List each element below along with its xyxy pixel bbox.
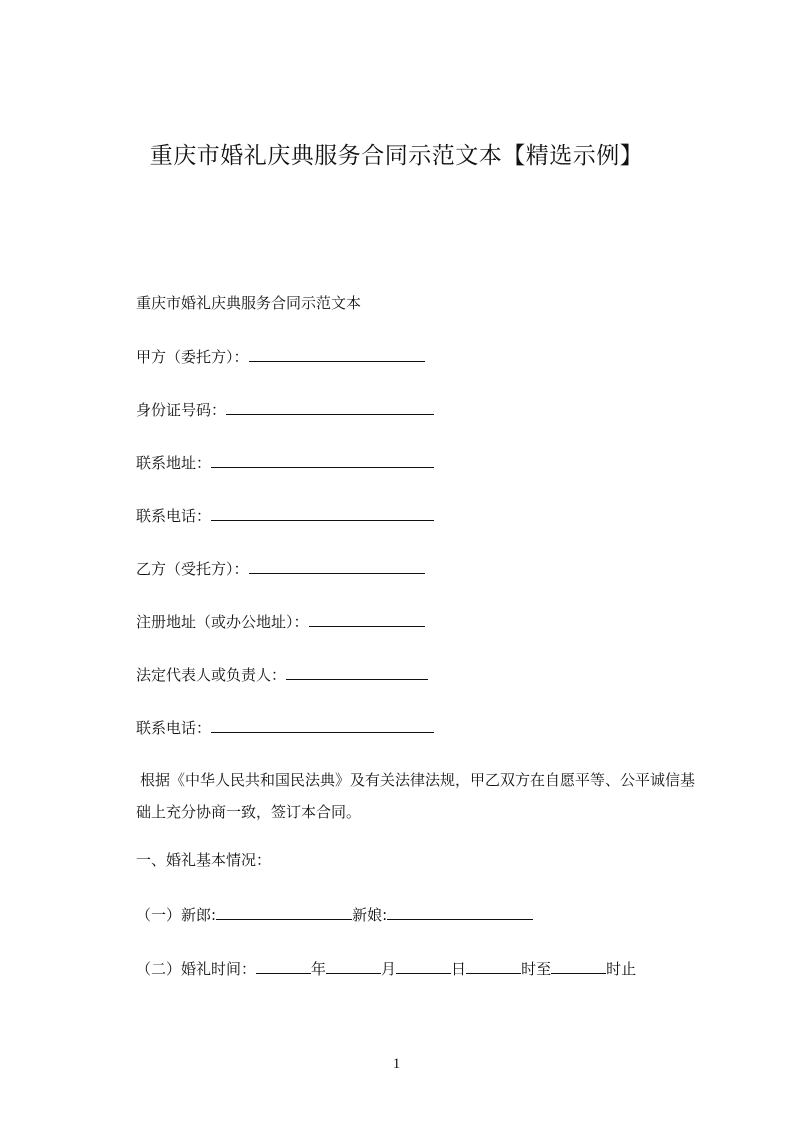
page-number: 1: [392, 1056, 401, 1072]
hour-end-label: 时止: [606, 960, 637, 978]
party-b-row: [136, 558, 425, 579]
id-number-blank[interactable]: [226, 399, 434, 415]
groom-bride-row: [136, 904, 533, 925]
wedding-time-label: （二）婚礼时间：: [136, 960, 257, 978]
address-label: 联系地址：: [136, 454, 212, 472]
legal-rep-row: [136, 664, 428, 685]
hour-end-blank[interactable]: [551, 958, 606, 974]
day-blank[interactable]: [396, 958, 451, 974]
phone-b-label: 联系电话：: [136, 719, 212, 737]
party-a-row: [136, 346, 425, 367]
subtitle: 重庆市婚礼庆典服务合同示范文本: [136, 294, 362, 312]
wedding-time-row: [136, 958, 636, 979]
bride-blank[interactable]: [387, 904, 533, 920]
groom-blank[interactable]: [216, 904, 352, 920]
address-blank[interactable]: [211, 452, 434, 468]
party-a-label: 甲方（委托方）：: [136, 348, 249, 366]
id-number-row: [136, 399, 434, 420]
phone-b-blank[interactable]: [211, 717, 434, 733]
year-blank[interactable]: [256, 958, 311, 974]
hour-start-blank[interactable]: [466, 958, 521, 974]
reg-address-blank[interactable]: [309, 611, 425, 627]
party-b-label: 乙方（受托方）：: [136, 560, 249, 578]
hour-to-label: 时至: [521, 960, 552, 978]
phone-a-row: [136, 505, 434, 526]
document-title: 重庆市婚礼庆典服务合同示范文本【精选示例】: [149, 143, 644, 169]
year-label: 年: [311, 960, 327, 978]
phone-a-label: 联系电话：: [136, 507, 212, 525]
id-number-label: 身份证号码：: [136, 401, 227, 419]
reg-address-label: 注册地址（或办公地址）：: [136, 613, 309, 631]
groom-label: （一）新郎:: [136, 906, 217, 924]
legal-rep-label: 法定代表人或负责人：: [136, 666, 287, 684]
bride-label: 新娘:: [352, 906, 388, 924]
phone-b-row: [136, 717, 434, 738]
phone-a-blank[interactable]: [211, 505, 434, 521]
intro-paragraph: 根据《中华人民共和国民法典》及有关法律法规，甲乙双方在自愿平等、公平诚信基础上充分协商一致，签订本合同。: [136, 771, 696, 821]
month-blank[interactable]: [326, 958, 381, 974]
party-a-blank[interactable]: [249, 346, 425, 362]
section1-heading: 一、婚礼基本情况：: [136, 851, 272, 869]
reg-address-row: [136, 611, 425, 632]
month-label: 月: [381, 960, 397, 978]
day-label: 日: [451, 960, 467, 978]
party-b-blank[interactable]: [249, 558, 425, 574]
legal-rep-blank[interactable]: [286, 664, 428, 680]
address-row: [136, 452, 434, 473]
